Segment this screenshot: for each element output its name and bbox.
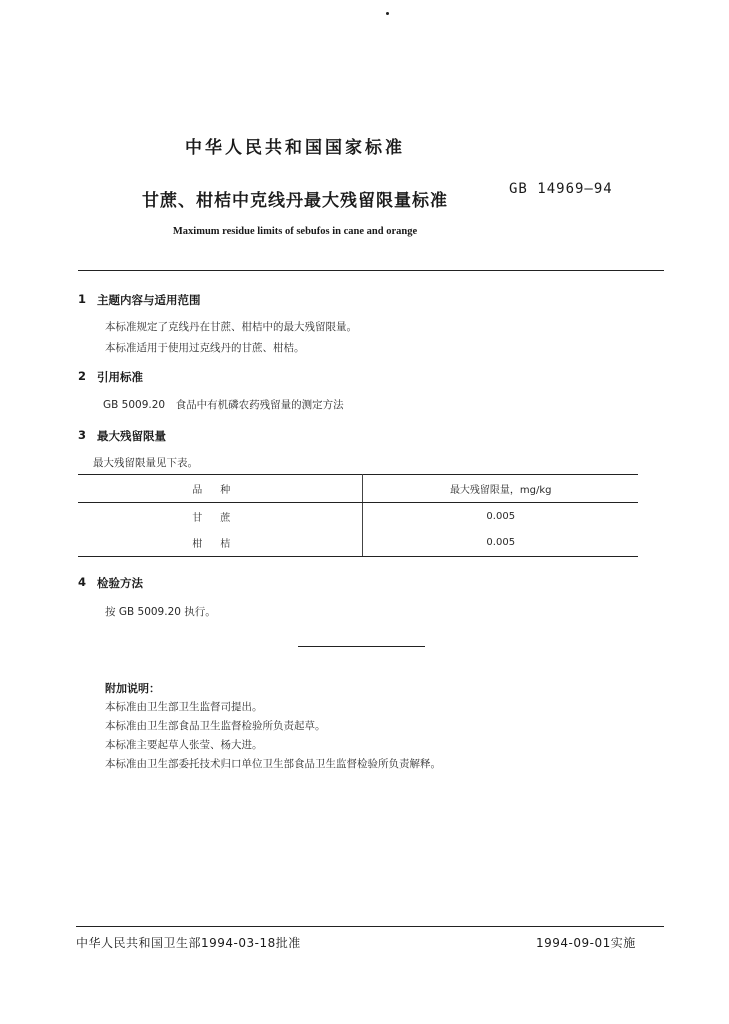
residue-limits-table [78, 474, 638, 557]
table-header-row [78, 475, 638, 503]
row-2-limit: 0.005 [363, 530, 638, 557]
header-variety: 品种 [78, 475, 363, 503]
notes-line-2: 本标准由卫生部食品卫生监督检验所负责起草。 [105, 720, 326, 732]
header-limit: 最大残留限量，mg/kg [363, 475, 638, 503]
row-1-variety: 甘蔗 [78, 503, 363, 530]
row-2-variety: 柑桔 [78, 530, 363, 557]
footer-divider [76, 926, 664, 927]
section-1-title: 主题内容与适用范围 [97, 293, 201, 307]
notes-title: 附加说明： [105, 682, 160, 695]
effective-date: 1994-09-01实施 [536, 936, 636, 950]
standard-number: GB 14969—94 [509, 181, 613, 197]
section-2-line-1: GB 5009.20 食品中有机磷农药残留量的测定方法 [103, 399, 344, 411]
section-1-line-1: 本标准规定了克线丹在甘蔗、柑桔中的最大残留限量。 [105, 321, 357, 333]
section-4-title: 检验方法 [97, 576, 143, 590]
scan-speck [386, 12, 389, 15]
section-2-title: 引用标准 [97, 370, 143, 384]
english-title: Maximum residue limits of sebufos in cane and orange [172, 226, 418, 237]
section-1-number: 1 [78, 292, 87, 306]
section-3-number: 3 [78, 428, 87, 442]
notes-line-1: 本标准由卫生部卫生监督司提出。 [105, 701, 263, 713]
section-2-number: 2 [78, 369, 87, 383]
notes-line-4: 本标准由卫生部委托技术归口单位卫生部食品卫生监督检验所负责解释。 [105, 758, 441, 770]
section-1-line-2: 本标准适用于使用过克线丹的甘蔗、柑桔。 [105, 342, 305, 354]
header-divider [78, 270, 664, 271]
table-row [78, 530, 638, 557]
approval-line: 中华人民共和国卫生部1994-03-18批准 [76, 936, 301, 950]
row-1-limit: 0.005 [486, 510, 516, 522]
notes-line-3: 本标准主要起草人张莹、杨大进。 [105, 739, 263, 751]
section-4-number: 4 [78, 575, 87, 589]
page-title: 甘蔗、柑桔中克线丹最大残留限量标准 [142, 191, 448, 211]
end-of-text-rule [298, 646, 425, 647]
section-3-line-1: 最大残留限量见下表。 [93, 457, 198, 469]
table-row [78, 503, 638, 530]
section-4-line-1: 按 GB 5009.20 执行。 [105, 606, 216, 618]
section-3-title: 最大残留限量 [97, 429, 166, 443]
national-standard-heading: 中华人民共和国国家标准 [185, 138, 405, 158]
